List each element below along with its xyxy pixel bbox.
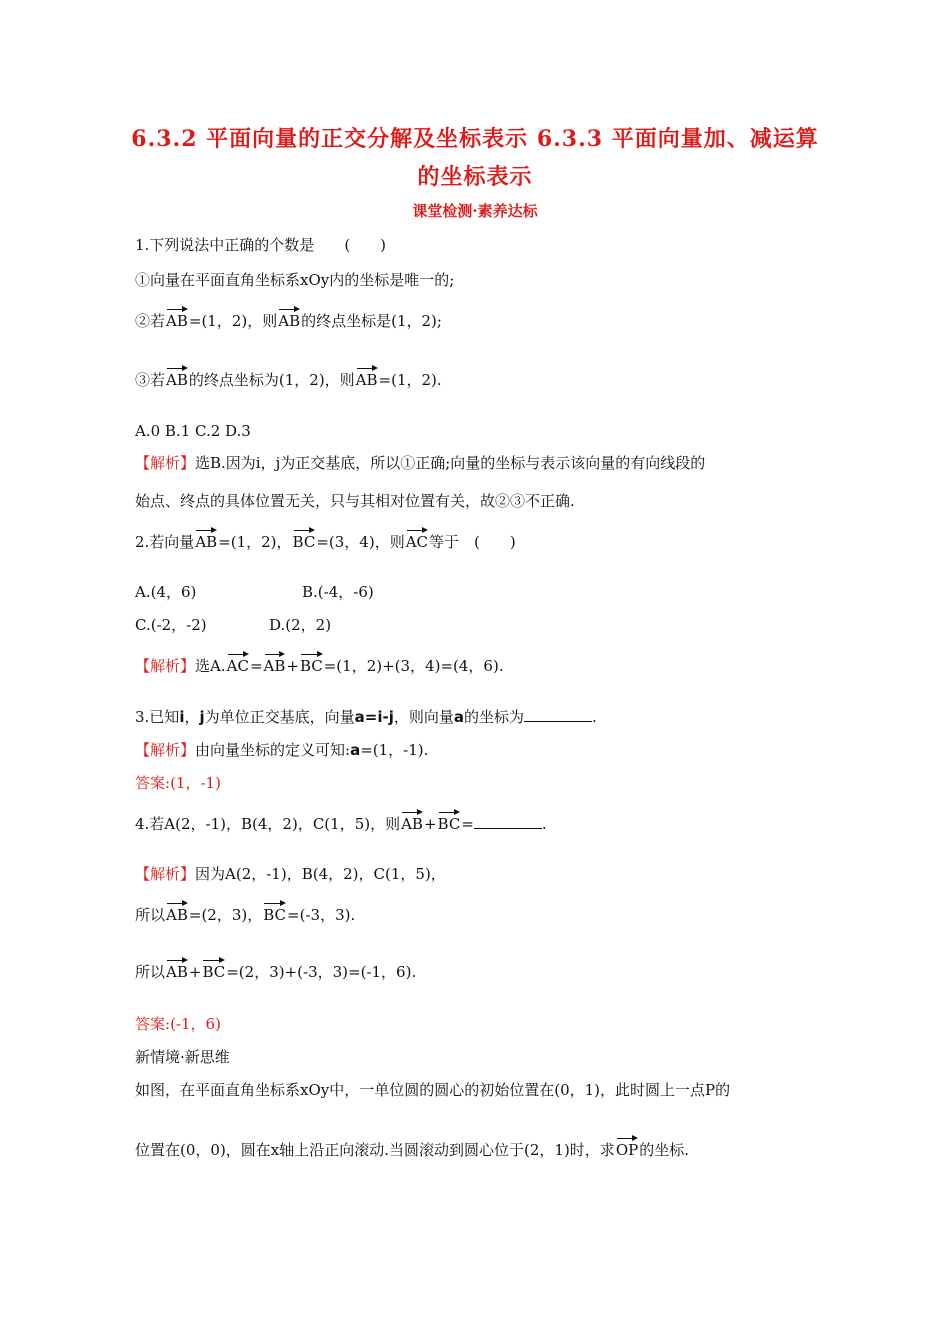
- extra-paragraph-line2: 位置在(0，0)，圆在x轴上沿正向滚动.当圆滚动到圆心位于(2，1)时，求OP的坐标.: [135, 1136, 689, 1160]
- q4-solution-line1: 【解析】因为A(2，-1)，B(4，2)，C(1，5)，: [135, 865, 446, 883]
- document-title-line2: 的坐标表示: [417, 164, 533, 190]
- vector-ab: AB: [195, 528, 217, 552]
- vector-bc: BC: [293, 528, 316, 552]
- solution-tag: 【解析】: [135, 454, 196, 472]
- vector-ab: AB: [166, 366, 188, 390]
- q2-option-a: A.(4，6): [135, 583, 197, 601]
- vector-ac: AC: [406, 528, 428, 552]
- extra-paragraph-line1: 如图，在平面直角坐标系xOy中，一单位圆的圆心的初始位置在(0，1)，此时圆上一点P的: [135, 1081, 731, 1099]
- vector-op: OP: [616, 1136, 638, 1160]
- q1-statement-1: ①向量在平面直角坐标系xOy内的坐标是唯一的;: [135, 271, 455, 289]
- extra-heading: 新情境·新思维: [135, 1048, 230, 1066]
- solution-tag: 【解析】: [135, 657, 196, 675]
- vector-bc: BC: [438, 810, 461, 834]
- vector-ab: AB: [278, 307, 300, 331]
- solution-tag: 【解析】: [135, 865, 196, 883]
- q2-solution: 【解析】选A.AC=AB+BC=(1，2)+(3，4)=(4，6).: [135, 652, 504, 676]
- q4-answer: 答案:(-1，6): [135, 1015, 221, 1033]
- section-subtitle: 课堂检测·素养达标: [412, 202, 538, 220]
- q1-solution-line1: 【解析】选B.因为i，j为正交基底，所以①正确;向量的坐标与表示该向量的有向线段的: [135, 454, 706, 472]
- answer-tag: 答案:: [135, 1015, 171, 1033]
- q2-option-d: D.(2，2): [269, 616, 332, 634]
- vector-bc: BC: [300, 652, 323, 676]
- vector-ab: AB: [166, 958, 188, 982]
- q1-statement-3: ③若AB的终点坐标为(1，2)，则AB=(1，2).: [135, 366, 442, 390]
- vector-ab: AB: [356, 366, 378, 390]
- vector-bc: BC: [202, 958, 225, 982]
- q3-stem: 3.已知i，j为单位正交基底，向量a=i-j，则向量a的坐标为 .: [135, 708, 597, 726]
- vector-ab: AB: [264, 652, 286, 676]
- q4-solution-line3: 所以AB+BC=(2，3)+(-3，3)=(-1，6).: [135, 958, 416, 982]
- document-title-line1: 6.3.2 平面向量的正交分解及坐标表示 6.3.3 平面向量加、减运算: [131, 126, 819, 152]
- vector-ab: AB: [401, 810, 423, 834]
- q1-statement-2: ②若AB=(1，2)，则AB的终点坐标是(1，2);: [135, 307, 442, 331]
- answer-blank: [524, 707, 592, 722]
- vector-ab: AB: [166, 307, 188, 331]
- answer-blank: [474, 814, 542, 829]
- answer-tag: 答案:: [135, 774, 171, 792]
- solution-tag: 【解析】: [135, 741, 196, 759]
- vector-bc: BC: [263, 901, 286, 925]
- q2-stem: 2.若向量AB=(1，2)，BC=(3，4)，则AC等于 ( ): [135, 528, 516, 552]
- q3-solution: 【解析】由向量坐标的定义可知:a=(1，-1).: [135, 741, 429, 759]
- q1-options: A.0 B.1 C.2 D.3: [135, 422, 251, 440]
- q3-answer: 答案:(1，-1): [135, 774, 221, 792]
- vector-ab: AB: [166, 901, 188, 925]
- q1-stem: 1.下列说法中正确的个数是 ( ): [135, 236, 387, 254]
- vector-ac: AC: [227, 652, 249, 676]
- q4-stem: 4.若A(2，-1)，B(4，2)，C(1，5)，则AB+BC= .: [135, 810, 547, 834]
- q1-solution-line2: 始点、终点的具体位置无关，只与其相对位置有关，故②③不正确.: [135, 492, 575, 510]
- q2-option-b: B.(-4，-6): [302, 583, 374, 601]
- q2-option-c: C.(-2，-2): [135, 616, 207, 634]
- q4-solution-line2: 所以AB=(2，3)，BC=(-3，3).: [135, 901, 355, 925]
